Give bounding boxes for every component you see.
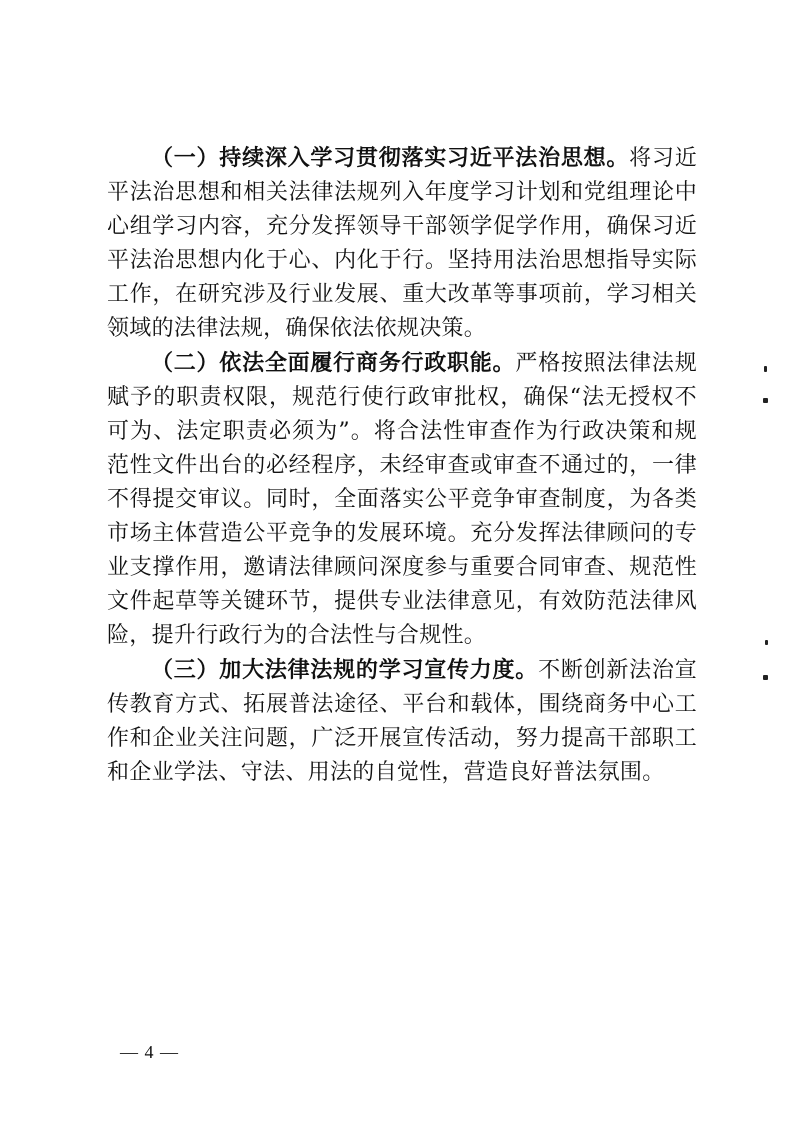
paragraph-2-heading: （二）依法全面履行商务行政职能。: [151, 350, 516, 376]
paragraph-2: [107, 346, 697, 653]
page-number: — 4 —: [120, 1042, 179, 1062]
document-body: [107, 141, 697, 790]
binding-hole-mark: [763, 675, 768, 680]
paragraph-1-text: 将习近平法治思想和相关法律法规列入年度学习计划和党组理论中心组学习内容，充分发挥领导干部领学促学作用，确保习近平法治思想内化于心、内化于行。坚持用法治思想指导实际工作，在研究涉及行业发展、重大改革等事项前，学习相关领域的法律法规，确保依法依规决策。: [107, 146, 697, 341]
binding-hole-mark: [765, 640, 768, 645]
paragraph-3: [107, 653, 697, 790]
paragraph-3-text: 不断创新法治宣传教育方式、拓展普法途径、平台和载体，围绕商务中心工作和企业关注问题，广泛开展宣传活动，努力提高干部职工和企业学法、守法、用法的自觉性，营造良好普法氛围。: [107, 658, 697, 785]
paragraph-1-heading: （一）持续深入学习贯彻落实习近平法治思想。: [151, 145, 630, 171]
binding-hole-mark: [763, 398, 768, 403]
binding-hole-mark: [764, 366, 767, 372]
paragraph-3-heading: （三）加大法律法规的学习宣传力度。: [151, 657, 539, 683]
paragraph-2-text: 严格按照法律法规赋予的职责权限，规范行使行政审批权，确保“法无授权不可为、法定职责必须为”。将合法性审查作为行政决策和规范性文件出台的必经程序，未经审查或审查不通过的，一律不得提交审议。同时，全面落实公平竞争审查制度，为各类市场主体营造公平竞争的发展环境。充分发挥法律顾问的专业支撑作用，邀请法律顾问深度参与重要合同审查、规范性文件起草等关键环节，提供专业法律意见，有效防范法律风险，提升行政行为的合法性与合规性。: [107, 351, 697, 648]
paragraph-1: [107, 141, 697, 346]
